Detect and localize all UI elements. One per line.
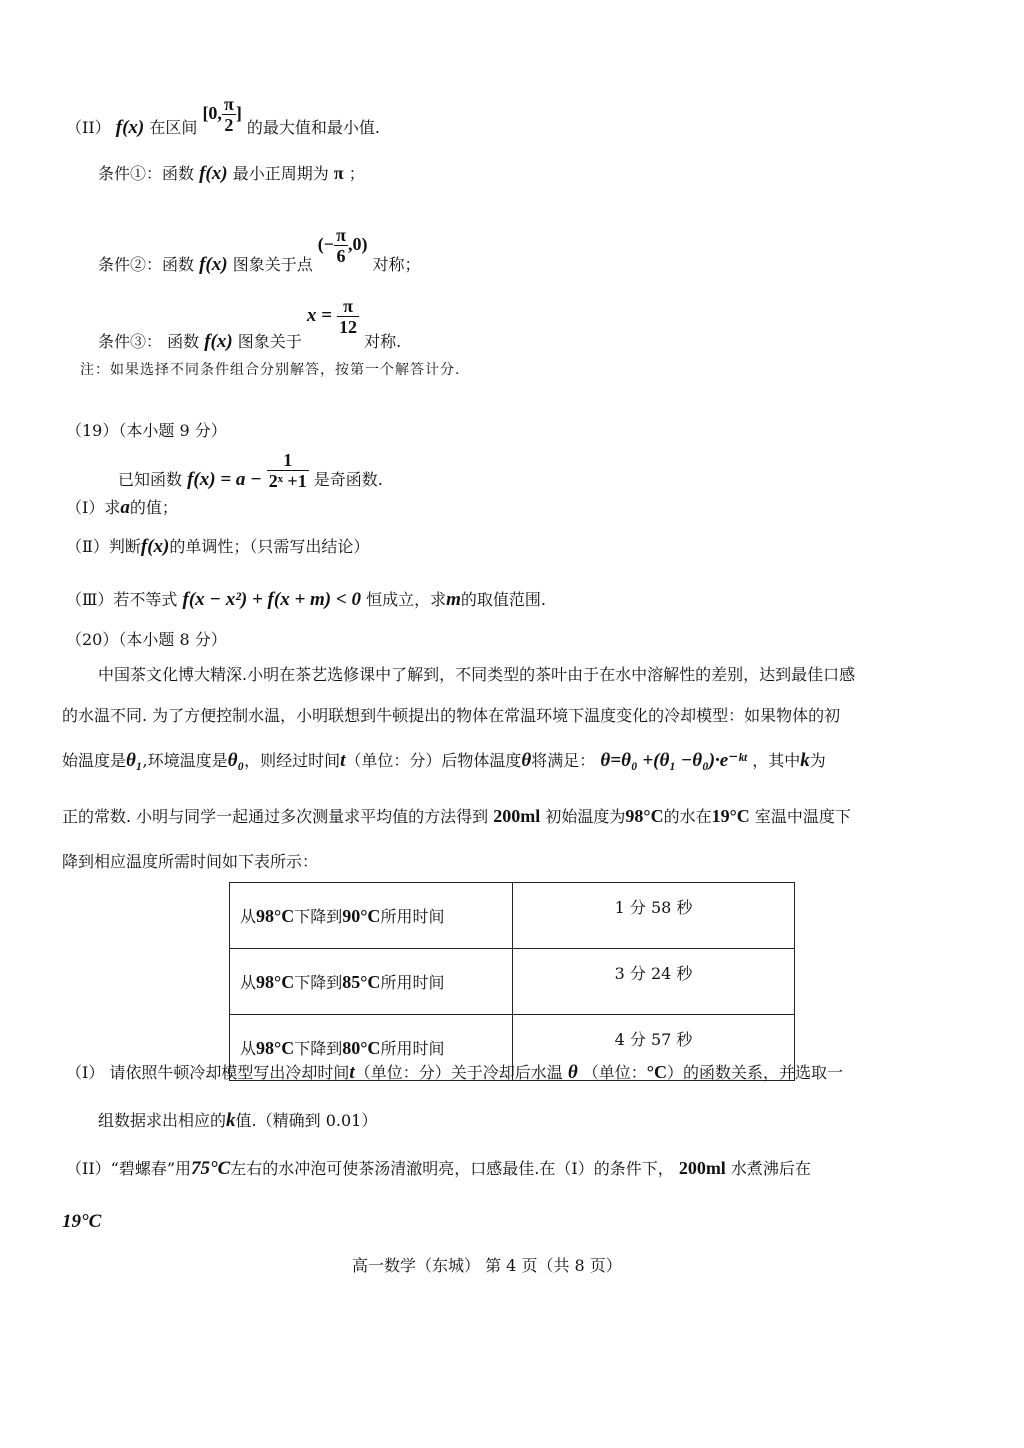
q20-i2-k: k (226, 1110, 236, 1131)
q20-p3f: ，其中 (752, 751, 801, 770)
cond3-text1: 图象关于 (237, 332, 302, 351)
q19-ii-label: （Ⅱ）判断 (66, 537, 141, 556)
q19-iii-tail: 的取值范围. (460, 590, 546, 609)
part2-interval-open: [0, (202, 103, 222, 123)
q20-i-unit: °C (646, 1062, 667, 1082)
q20-theta1: θ₁ (126, 750, 143, 771)
q19-part-iii (66, 590, 546, 610)
q19-i-tail: 的值； (129, 498, 178, 517)
q20-volume: 200ml (493, 806, 541, 826)
q19-ii-fx: f(x) (140, 536, 170, 557)
q20-p4a: 正的常数. 小明与同学一起通过多次测量求平均值的方法得到 (62, 807, 489, 826)
q20-k: k (800, 750, 810, 771)
q19-formula-left: f(x) = a − (187, 469, 262, 490)
table-cell-description: 从98°C下降到85°C所用时间 (230, 949, 513, 1015)
part2-interval-close: ] (235, 103, 242, 123)
q19-part-i (66, 498, 178, 518)
cond1-text1: 最小正周期为 (232, 164, 329, 183)
cond3-pi-over-12: $\frac{\pi}{12}$ (339, 296, 358, 337)
cond1-fx: f(x) (199, 163, 228, 184)
condition-1 (98, 163, 365, 184)
q19-fraction: $\frac{1}{\text{2ˣ +1}}$ (268, 450, 307, 491)
q19-i-var: a (120, 497, 130, 518)
q19-iii-label: （Ⅲ）若不等式 (66, 590, 178, 609)
q20-theta0: θ₀ (227, 750, 245, 771)
cooling-time-table (229, 882, 795, 1081)
q20-temp-98: 98°C (625, 806, 664, 826)
q20-part-ii-cont (62, 1212, 101, 1232)
q20-t: t (340, 750, 346, 771)
q20-paragraph-2: 的水温不同. 为了方便控制水温，小明联想到牛顿提出的物体在常温环境下温度变化的冷却模型：如果物体的初 (62, 706, 841, 725)
condition-3 (98, 296, 402, 352)
table-cell-description: 从98°C下降到90°C所用时间 (230, 883, 513, 949)
cond2-paren-open: (− (317, 234, 335, 254)
q20-ii-volume: 200ml (678, 1158, 726, 1178)
q20-paragraph-3 (62, 751, 826, 771)
q20-i-t: t (349, 1062, 355, 1083)
table-cell-time: 1 分 58 秒 (513, 883, 795, 949)
q20-p3c: ，则经过时间 (244, 751, 341, 770)
q20-cooling-model: θ=θ₀ +(θ₁ −θ₀)·e⁻ᵏᵗ (600, 750, 748, 771)
q20-p4c: 的水在 (663, 807, 712, 826)
q20-part-ii (66, 1158, 811, 1179)
cond2-fx: f(x) (199, 254, 228, 275)
cond3-fx: f(x) (204, 331, 233, 352)
q20-paragraph-5: 降到相应温度所需时间如下表所示： (62, 852, 319, 871)
q19-intro-b: 是奇函数. (313, 470, 383, 489)
q19-iii-inequality: f(x − x²) + f(x + m) < 0 (182, 589, 361, 610)
q20-ii-b: 左右的水冲泡可使茶汤清澈明亮，口感最佳.在（I）的条件下， (230, 1159, 674, 1178)
condition-2 (98, 225, 421, 275)
q20-p4d: 室温中温度下 (754, 807, 851, 826)
q20-ii-temp-19: 19°C (62, 1211, 102, 1232)
cond3-text2: 对称. (364, 332, 402, 351)
q20-p4b: 初始温度为 (545, 807, 626, 826)
q19-iii-var: m (446, 589, 461, 610)
q20-p3b: ,环境温度是 (142, 751, 228, 770)
q20-i-b: （单位：分）关于冷却后水温 (354, 1063, 563, 1082)
q19-part-ii (66, 537, 369, 557)
cond2-pi-over-6: $\frac{\pi}{6}$ (336, 225, 346, 266)
part2-label: （II） (66, 118, 111, 137)
q20-p3a: 始温度是 (62, 751, 127, 770)
cond3-label: 条件③： 函数 (98, 332, 200, 351)
cond2-text1: 图象关于点 (232, 255, 313, 274)
q19-header: （19）（本小题 9 分） (66, 421, 227, 440)
q19-intro (118, 450, 383, 491)
q20-p3e: 将满足： (531, 751, 596, 770)
q20-p3g: 为 (809, 751, 826, 770)
table-cell-time: 4 分 57 秒 (513, 1015, 795, 1081)
q19-ii-tail: 的单调性；（只需写出结论） (169, 537, 370, 556)
table-row (230, 949, 795, 1015)
cond1-pi: π (333, 163, 344, 183)
q20-i-theta: θ (567, 1062, 578, 1083)
q20-i-a: （I） 请依照牛顿冷却模型写出冷却时间 (66, 1063, 350, 1082)
q20-ii-a: （II）“碧螺春”用 (66, 1159, 192, 1178)
cond1-text2: ； (348, 164, 365, 183)
part2-fx: f(x) (115, 117, 145, 138)
cond3-x-eq: x = (306, 305, 332, 326)
table-cell-description: 从98°C下降到80°C所用时间 (230, 1015, 513, 1081)
q20-theta: θ (521, 750, 532, 771)
q20-p3d: （单位：分）后物体温度 (345, 751, 522, 770)
table-row (230, 883, 795, 949)
cond2-paren-close: ,0) (347, 234, 368, 254)
note: 注：如果选择不同条件组合分别解答，按第一个解答计分. (80, 362, 461, 378)
q20-header: （20）（本小题 8 分） (66, 630, 227, 649)
q20-i-c: （单位： (582, 1063, 647, 1082)
q20-part-i (66, 1062, 843, 1083)
q20-i2-a: 组数据求出相应的 (98, 1111, 227, 1130)
cond2-text2: 对称； (372, 255, 421, 274)
cond2-label: 条件②：函数 (98, 255, 195, 274)
q19-iii-mid: 恒成立，求 (366, 590, 447, 609)
part2-text1: 在区间 (149, 118, 198, 137)
q20-paragraph-4 (62, 806, 851, 827)
cond1-label: 条件①：函数 (98, 164, 195, 183)
part2-line (66, 94, 380, 148)
q20-temp-19: 19°C (711, 806, 750, 826)
q20-ii-temp-75: 75°C (191, 1158, 231, 1179)
table-cell-time: 3 分 24 秒 (513, 949, 795, 1015)
q20-i2-b: 值.（精确到 0.01） (235, 1111, 378, 1130)
page-footer: 高一数学（东城） 第 4 页（共 8 页） (352, 1256, 622, 1275)
q20-paragraph-1: 中国茶文化博大精深.小明在茶艺选修课中了解到，不同类型的茶叶由于在水中溶解性的差别，达到最佳口感 (98, 665, 856, 684)
q20-part-i-cont (98, 1111, 377, 1131)
q20-ii-c: 水煮沸后在 (730, 1159, 811, 1178)
part2-text2: 的最大值和最小值. (246, 118, 380, 137)
part2-pi-over-2: $\frac{\pi}{2}$ (223, 94, 234, 135)
q19-intro-a: 已知函数 (118, 470, 183, 489)
q19-i-label: （Ⅰ）求 (66, 498, 121, 517)
q20-i-d: ）的函数关系，并选取一 (667, 1063, 844, 1082)
